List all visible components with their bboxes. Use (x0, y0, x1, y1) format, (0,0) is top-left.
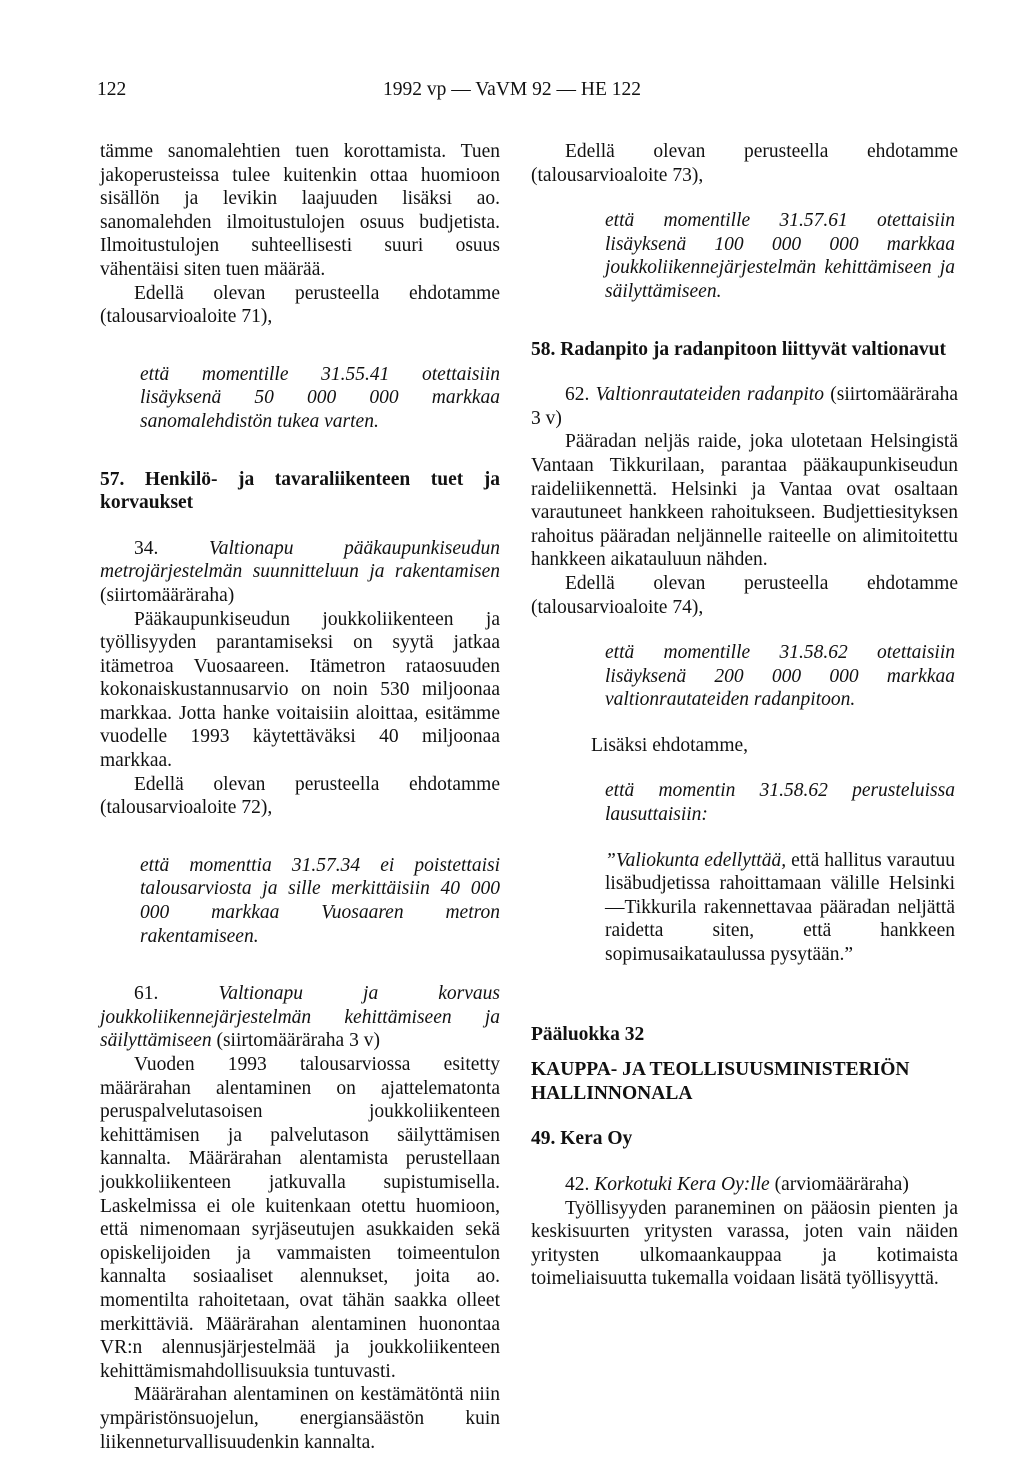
item-number: 61. (134, 983, 159, 1005)
quote-mark: ” (605, 849, 616, 871)
item-heading (100, 982, 500, 1053)
running-title: 1992 vp — VaVM 92 — HE 122 (382, 79, 641, 100)
item-heading (531, 383, 958, 430)
paragraph: Edellä olevan perusteella ehdotamme (talousarvioaloite 72), (100, 773, 500, 819)
right-column (531, 140, 958, 1291)
paragraph: Määrärahan alentaminen on kestämätöntä niin ympäristönsuojelun, energiansäästön kuin liikenneturvallisuudenkin kannalta. (100, 1384, 500, 1453)
item-number: 62. (565, 384, 590, 406)
paragraph: Edellä olevan perusteella ehdotamme (talousarvioaloite 74), (531, 572, 958, 618)
proposal: että momentille 31.58.62 otettaisiin lisäyksenä 200 000 000 markkaa valtionrautateiden radanpitoon. (605, 642, 955, 711)
paragraph: Vuoden 1993 talousarviossa esitetty määrärahan alentaminen on ajattelematonta peruspalvelutasoisen joukkoliikenteen kehittämisen ja palvelutason säilyttämisen kannalta. Määrärahan alentamista perustellaan joukkoliikenteen jatkuvalla supistumisella. Laskelmissa ei ole kuitenkaan otettu huomioon, että nimenomaan syrjäseutujen asukkaiden sekä opiskelijoiden ja vammaisten toimeentulon kannalta sosiaaliset alennukset, joita ao. momentilta rahoitetaan, ovat tähän saakka olleet merkittäviä. Määrärahan alentaminen huonontaa VR:n alennusjärjestelmää ja joukkoliikenteen kehittämismahdollisuuksia tuntuvasti. (100, 1054, 500, 1382)
left-column (100, 140, 500, 1454)
paragraph: Edellä olevan perusteella ehdotamme (talousarvioaloite 71), (100, 282, 500, 328)
paragraph: Pääradan neljäs raide, joka ulotetaan Helsingistä Vantaan Tikkurilaan, parantaa pääkaupunkiseudun raideliikennettä. Helsinki ja Vantaa ovat osaltaan varautuneet hankkeen rahoitukseen. Budjettiesityksen rahoitus pääradan neljännelle raiteelle on alimitoitettu hankkeen aikatauluun nähden. (531, 431, 958, 571)
item-title: Korkotuki Kera Oy:lle (594, 1174, 770, 1195)
item-heading (531, 1173, 958, 1197)
item-title: Valtionapu ja korvaus joukkoliikennejärjestelmän kehittämiseen ja säilyttämiseen (100, 983, 500, 1052)
section-heading: 57. Henkilö- ja tavaraliikenteen tuet ja korvaukset (100, 468, 500, 514)
ministry-heading: HALLINNONALA (531, 1082, 693, 1104)
item-title: Valtionrautateiden radanpito (595, 384, 824, 406)
item-type: (arviomääräraha) (774, 1174, 909, 1195)
quote-text: että hallitus varautuu lisäbudjetissa rahoittamaan välille Helsinki—Tikkurila rakennettavaa pääradan neljättä raidetta siten, että hankkeen sopimusaikataulussa pysytään.” (605, 849, 955, 966)
item-type: (siirtomääräraha) (100, 584, 235, 606)
proposal: että momentille 31.55.41 otettaisiin lisäyksenä 50 000 000 markkaa sanomalehdistön tukea varten. (140, 363, 500, 432)
quoted-statement (605, 849, 955, 967)
item-title: Valtionapu pääkaupunkiseudun metrojärjestelmän suunnitteluun ja rakentamisen (100, 537, 500, 583)
paragraph: tämme sanomalehtien tuen korottamista. Tuen jakoperusteissa tulee kuitenkin ottaa huomioon sisällön ja levikin laajuuden lisäksi ao. sanomalehden ilmoitustulojen osuus budjetista. Ilmoitustulojen suhteellisesti suuri osuus vähentäisi siten tuen määrää. (100, 141, 500, 280)
paragraph: Työllisyyden paraneminen on pääosin pienten ja keskisuurten yritysten varassa, joten vain näiden yritysten ulkomaankauppaa ja kotimaista toimeliaisuutta tukemalla voidaan lisätä työllisyyttä. (531, 1197, 958, 1290)
ministry-heading: KAUPPA- JA TEOLLISUUSMINISTERIÖN (531, 1059, 910, 1081)
item-type: (siirtomääräraha 3 v) (216, 1030, 380, 1052)
item-heading (100, 537, 500, 608)
paragraph: Pääkaupunkiseudun joukkoliikenteen ja työllisyyden parantamiseksi on syytä jatkaa itämetroa Vuosaareen. Itämetron rataosuuden kokonaiskustannusarvio on noin 530 miljoonaa markkaa. Jotta hanke voitaisiin aloittaa, esitämme vuodelle 1993 käytettäväksi 40 miljoonaa markkaa. (100, 608, 500, 772)
item-type: (siirtomääräraha 3 v) (531, 384, 959, 429)
paragraph: Edellä olevan perusteella ehdotamme (talousarvioaloite 73), (531, 141, 958, 186)
proposal: että momenttia 31.57.34 ei poistettaisi talousarviosta ja sille merkittäisiin 40 000 000 markkaa Vuosaaren metron rakentamiseen. (140, 854, 500, 947)
section-heading: 49. Kera Oy (531, 1128, 633, 1150)
proposal: että momentin 31.58.62 perusteluissa lausuttaisiin: (605, 780, 955, 826)
main-title: Pääluokka 32 (531, 1023, 645, 1045)
section-heading: 58. Radanpito ja radanpitoon liittyvät valtionavut (531, 338, 946, 360)
proposal: että momentille 31.57.61 otettaisiin lisäyksenä 100 000 000 markkaa joukkoliikennejärjestelmän kehittämiseen ja säilyttämiseen. (605, 210, 955, 302)
page-number: 122 (97, 79, 127, 100)
item-number: 34. (134, 537, 159, 559)
page-header (0, 78, 1024, 106)
quote-italic: Valiokunta edellyttää, (615, 849, 787, 871)
item-number: 42. (565, 1174, 590, 1195)
paragraph: Lisäksi ehdotamme, (591, 734, 749, 756)
